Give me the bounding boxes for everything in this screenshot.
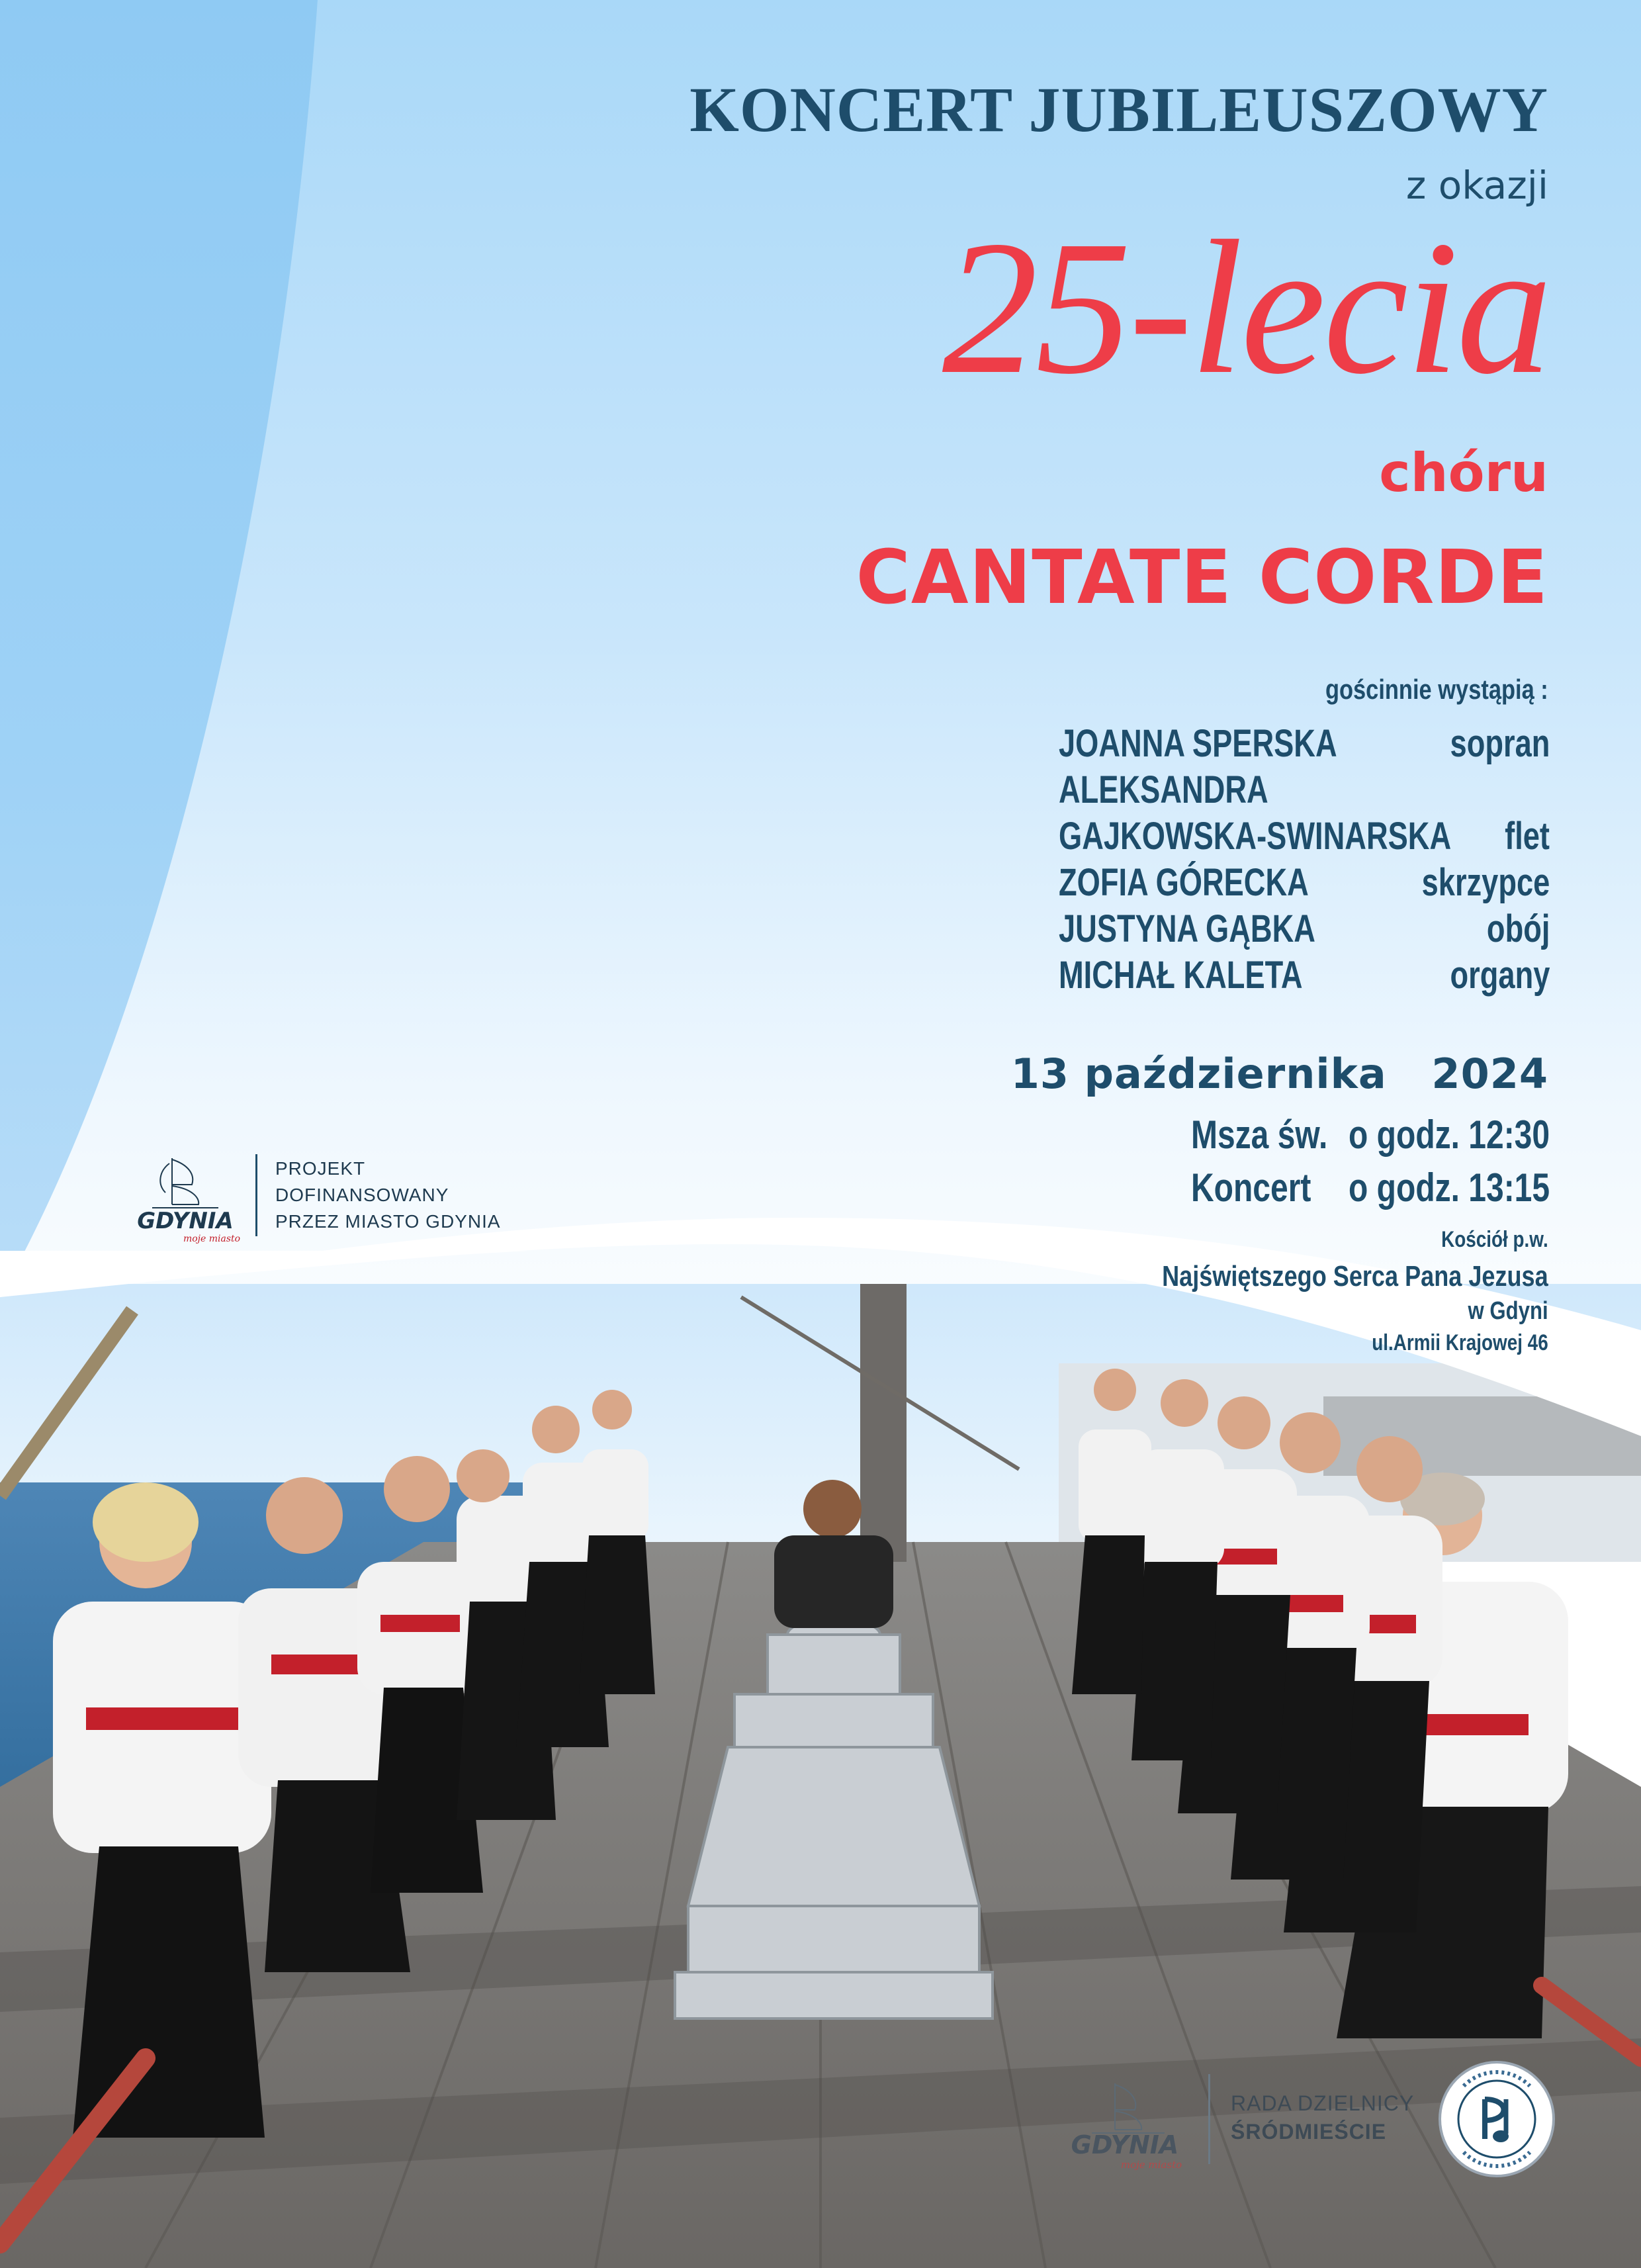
- guest-name: JUSTYNA GĄBKA: [1059, 907, 1315, 950]
- choir-association-logo: [1437, 2060, 1556, 2179]
- venue-info: [1077, 1227, 1548, 1363]
- gdynia-logo-tagline: moje miasto: [1120, 2159, 1182, 2171]
- guest-name: ALEKSANDRA: [1059, 768, 1268, 811]
- venue-line: ul.Armii Krajowej 46: [1372, 1330, 1548, 1355]
- sponsor-line: DOFINANSOWANY: [275, 1185, 449, 1205]
- council-divider: [1208, 2074, 1210, 2164]
- title-25-lecia: 25-lecia: [942, 201, 1550, 414]
- gdynia-logo-bottom: [1059, 2071, 1191, 2171]
- schedule-label: Koncert: [1191, 1165, 1311, 1210]
- guest-row: [1059, 721, 1550, 768]
- venue-line: w Gdyni: [1468, 1297, 1548, 1325]
- guest-row: [1059, 860, 1550, 907]
- schedule-row: [1191, 1112, 1550, 1165]
- schedule-time: o godz. 12:30: [1348, 1112, 1550, 1157]
- guest-name: GAJKOWSKA-SWINARSKA: [1059, 815, 1452, 858]
- guest-name: ZOFIA GÓRECKA: [1059, 861, 1309, 904]
- venue-line: Najświętszego Serca Pana Jezusa: [1162, 1260, 1548, 1293]
- venue-line: Kościół p.w.: [1441, 1227, 1548, 1252]
- guest-instrument: organy: [1450, 954, 1550, 997]
- guests-list: [1059, 721, 1550, 999]
- council-text: [1231, 2091, 1414, 2144]
- guest-row: [1059, 814, 1550, 860]
- guest-name: MICHAŁ KALETA: [1059, 954, 1303, 997]
- guest-instrument: sopran: [1450, 722, 1550, 765]
- schedule-time: o godz. 13:15: [1348, 1165, 1550, 1210]
- event-schedule: [1191, 1112, 1550, 1218]
- sponsor-divider: [255, 1154, 257, 1236]
- title-koncert-jubileuszowy: KONCERT JUBILEUSZOWY: [689, 74, 1548, 145]
- title-cantate-corde: CANTATE CORDE: [856, 535, 1548, 621]
- title-z-okazji: z okazji: [1405, 163, 1548, 208]
- guest-instrument: skrzypce: [1421, 861, 1550, 904]
- gdynia-logo-tagline: moje miasto: [183, 1234, 241, 1244]
- guest-row: [1059, 953, 1550, 999]
- guest-row: [1059, 907, 1550, 953]
- sponsor-line: PROJEKT: [275, 1158, 366, 1179]
- sponsor-text: [275, 1156, 501, 1235]
- guest-row: [1059, 768, 1550, 814]
- guests-header: gościnnie wystąpią :: [1325, 674, 1548, 705]
- schedule-label: Msza św.: [1191, 1112, 1328, 1157]
- gdynia-logo: [126, 1145, 245, 1244]
- council-line: RADA DZIELNICY: [1231, 2091, 1415, 2115]
- guest-instrument: obój: [1486, 907, 1550, 950]
- council-line: ŚRÓDMIEŚCIE: [1231, 2120, 1387, 2144]
- gdynia-logo-text: GDYNIA: [1071, 2130, 1179, 2159]
- guest-name: JOANNA SPERSKA: [1059, 722, 1337, 765]
- guest-instrument: flet: [1505, 815, 1550, 858]
- schedule-row: [1191, 1165, 1550, 1218]
- title-choru: chóru: [1379, 442, 1548, 504]
- sponsor-line: PRZEZ MIASTO GDYNIA: [275, 1211, 501, 1232]
- gdynia-logo-text: GDYNIA: [137, 1208, 234, 1234]
- event-date: 13 października 2024: [1010, 1050, 1548, 1098]
